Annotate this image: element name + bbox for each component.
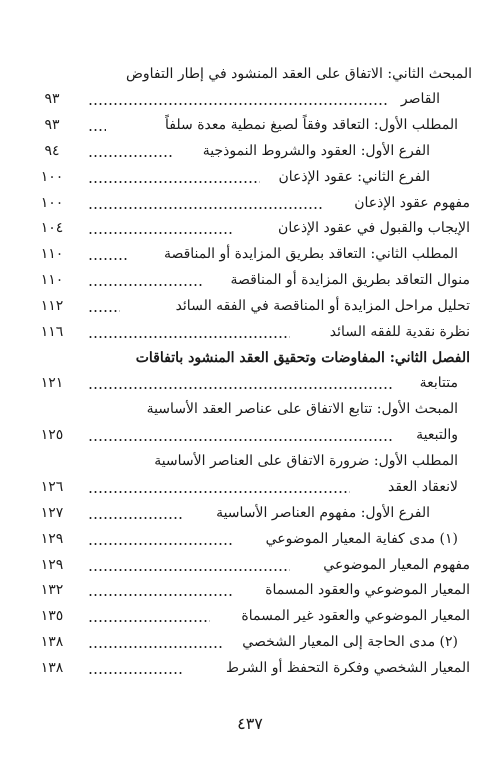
toc-page-number: ٩٣: [44, 91, 60, 107]
toc-entry: [30, 294, 500, 320]
toc-entry: [30, 139, 500, 165]
toc-page-number: ٩٣: [44, 117, 60, 133]
toc-entry-text: المبحث الثاني: الاتفاق على العقد المنشود في إطار التفاوض: [125, 66, 472, 82]
dot-leader: [88, 232, 232, 234]
toc-page-number: ١١٢: [40, 298, 64, 314]
toc-entry: [30, 656, 500, 682]
dot-leader: [88, 103, 388, 105]
toc-entry: [30, 242, 500, 268]
toc-entry: [30, 449, 500, 475]
toc-entry: [30, 346, 500, 372]
toc-page-number: ١١٠: [40, 272, 64, 288]
dot-leader: [88, 491, 350, 493]
dot-leader: [88, 646, 222, 648]
toc-entry-text: المطلب الأول: التعاقد وفقاً لصيغ نمطية معدة سلفاً: [165, 117, 458, 133]
toc-entry-text: المبحث الأول: تتابع الاتفاق على عناصر العقد الأساسية: [146, 401, 458, 417]
dot-leader: [88, 336, 290, 338]
toc-entry-text: المطلب الأول: ضرورة الاتفاق على العناصر الأساسية: [154, 453, 458, 469]
toc-entry-text: الفرع الأول: مفهوم العناصر الأساسية: [216, 505, 430, 521]
toc-entry: [30, 501, 500, 527]
toc-page-number: ١٣٨: [40, 660, 64, 676]
toc-page-number: ١٢٧: [40, 505, 64, 521]
toc-entry-text: مفهوم عقود الإذعان: [354, 195, 470, 211]
dot-leader: [88, 543, 234, 545]
toc-page-number: ٩٤: [44, 143, 60, 159]
toc-entry: [30, 268, 500, 294]
dot-leader: [88, 310, 120, 312]
toc-entry: [30, 62, 500, 88]
toc-entry-text: لانعقاد العقد: [387, 479, 458, 495]
toc-page-number: ١٢٩: [40, 557, 64, 573]
toc-entry: [30, 371, 500, 397]
toc-chapter-text: الفصل الثاني: المفاوضات وتحقيق العقد المنشود باتفاقات: [135, 350, 470, 366]
toc-entry-text: نظرة نقدية للفقه السائد: [329, 324, 470, 340]
toc-entry: [30, 165, 500, 191]
dot-leader: [88, 284, 204, 286]
toc-entry: [30, 630, 500, 656]
page-number-footer: ٤٣٧: [237, 714, 263, 733]
dot-leader: [88, 517, 184, 519]
toc-entry: [30, 191, 500, 217]
toc-entry-text: والتبعية: [416, 427, 458, 443]
toc-page-number: ١٠٤: [40, 220, 64, 236]
toc-entry-text: المعيار الموضوعي والعقود غير المسماة: [241, 608, 470, 624]
toc-entry: [30, 423, 500, 449]
toc-entry: [30, 87, 500, 113]
dot-leader: [88, 439, 392, 441]
toc-page-number: ١١٠: [40, 246, 64, 262]
toc-entry-text: الإيجاب والقبول في عقود الإذعان: [278, 220, 470, 236]
toc-entry: [30, 527, 500, 553]
toc-entry: [30, 553, 500, 579]
toc-entry-text: المطلب الثاني: التعاقد بطريق المزايدة أو المناقصة: [163, 246, 458, 262]
toc-page-number: ١٢٦: [40, 479, 64, 495]
toc-entry-text: القاصر: [400, 91, 440, 107]
toc-entry-text: المعيار الشخصي وفكرة التحفظ أو الشرط: [226, 660, 470, 676]
toc-entry-text: الفرع الثاني: عقود الإذعان: [278, 169, 430, 185]
toc-page-number: ١٣٢: [40, 582, 64, 598]
toc-page-number: ١١٦: [40, 324, 64, 340]
toc-page-number: ١٣٨: [40, 634, 64, 650]
toc-entry: [30, 320, 500, 346]
toc-entry-text: تحليل مراحل المزايدة أو المناقصة في الفقه السائد: [175, 298, 470, 314]
toc-entry-text: متتابعة: [419, 375, 458, 391]
toc-page-number: ١٣٥: [40, 608, 64, 624]
dot-leader: [88, 387, 392, 389]
dot-leader: [88, 129, 106, 131]
toc-entry: [30, 113, 500, 139]
toc-page-number: ١٠٠: [40, 169, 64, 185]
dot-leader: [88, 594, 234, 596]
dot-leader: [88, 181, 260, 183]
toc-entry-text: منوال التعاقد بطريق المزايدة أو المناقصة: [230, 272, 470, 288]
toc-entry: [30, 397, 500, 423]
toc-page-number: ١٢٩: [40, 531, 64, 547]
toc-entry-text: (١) مدى كفاية المعيار الموضوعي: [265, 531, 458, 547]
toc-entry-text: (٢) مدى الحاجة إلى المعيار الشخصي: [242, 634, 458, 650]
toc-entry: [30, 604, 500, 630]
dot-leader: [88, 569, 290, 571]
toc-entry-text: الفرع الأول: العقود والشروط النموذجية: [202, 143, 430, 159]
dot-leader: [88, 207, 322, 209]
dot-leader: [88, 258, 128, 260]
toc-page-number: ١٢٥: [40, 427, 64, 443]
toc-entry-text: المعيار الموضوعي والعقود المسماة: [265, 582, 470, 598]
dot-leader: [88, 672, 182, 674]
dot-leader: [88, 620, 210, 622]
toc-entry-text: مفهوم المعيار الموضوعي: [323, 557, 470, 573]
toc-entry: [30, 216, 500, 242]
toc-entry: [30, 475, 500, 501]
dot-leader: [88, 155, 174, 157]
toc-page-number: ١٢١: [40, 375, 64, 391]
toc-page-number: ١٠٠: [40, 195, 64, 211]
toc-entry: [30, 578, 500, 604]
